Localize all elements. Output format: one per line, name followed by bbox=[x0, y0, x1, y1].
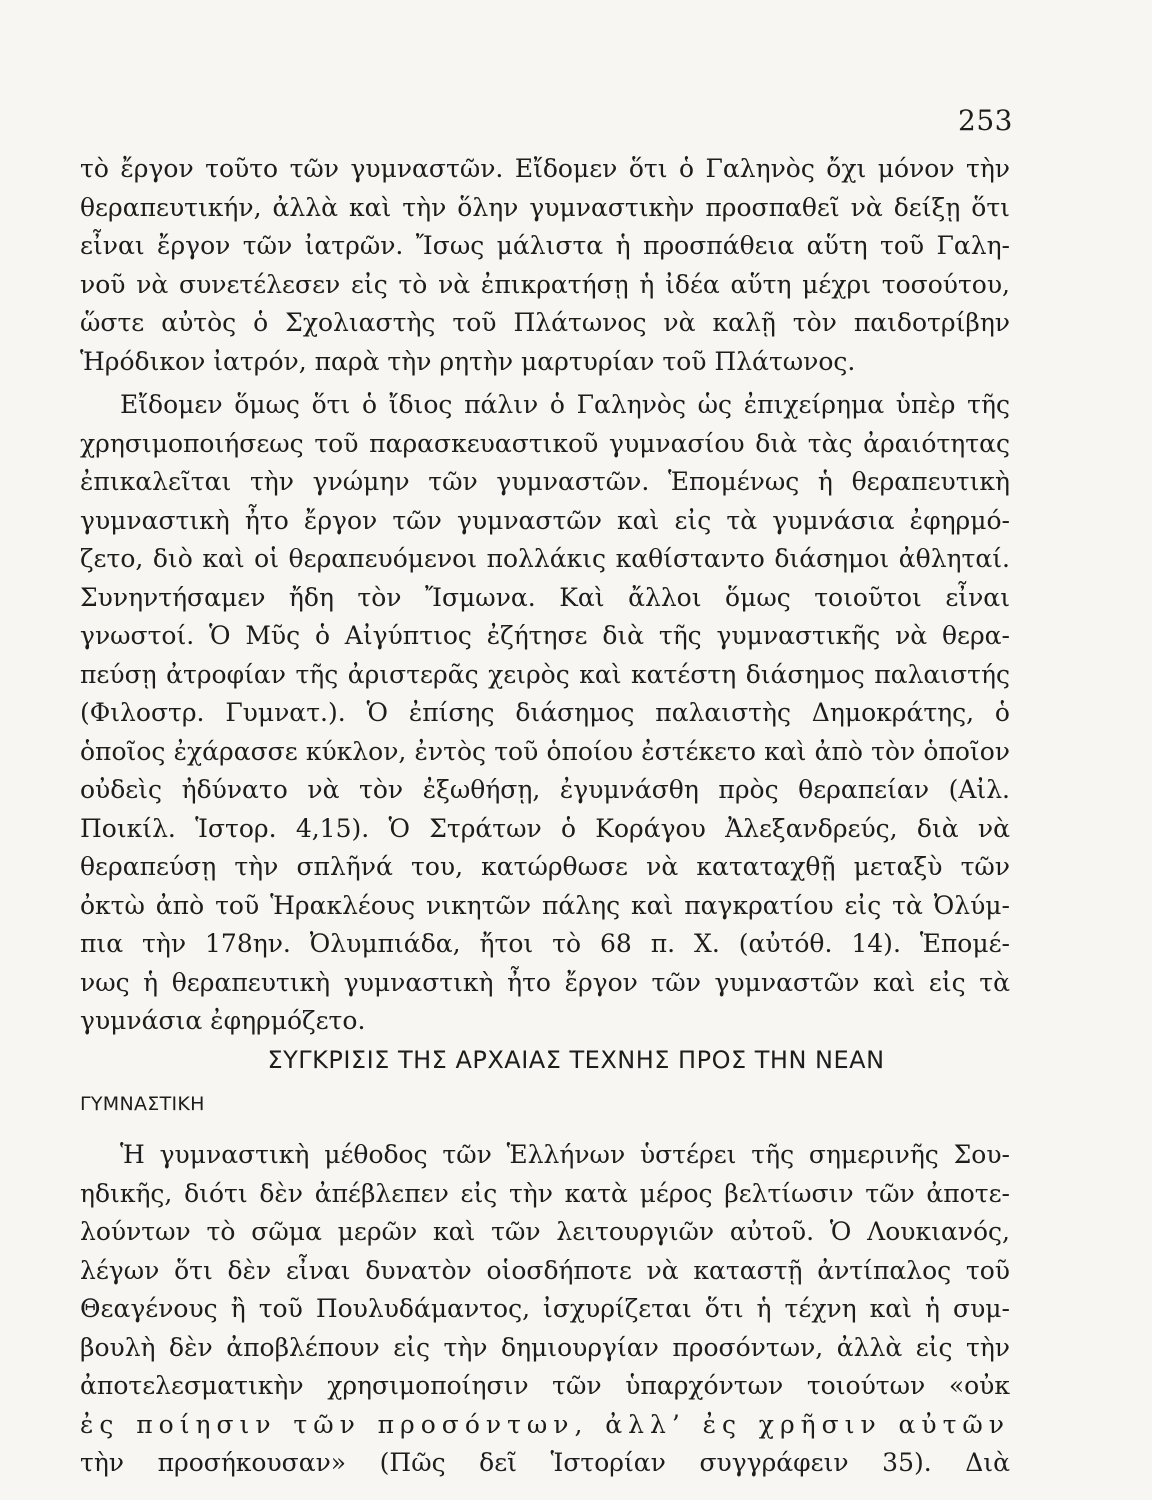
text-line: Θεαγένους ἢ τοῦ Πουλυδάμαντος, ἰσχυρίζεται ὅτι ἡ τέχνη καὶ ἡ συμ- bbox=[80, 1294, 1010, 1323]
text-line: ζετο, διὸ καὶ οἱ θεραπευόμενοι πολλάκις καθίσταντο διάσημοι ἀθληταί. bbox=[80, 544, 1010, 573]
text-line: γυμναστικὴ ἦτο ἔργον τῶν γυμναστῶν καὶ εἰς τὰ γυμνάσια ἐφηρμό- bbox=[80, 505, 1010, 535]
text-line: ὀκτὼ ἀπὸ τοῦ Ἡρακλέους νικητῶν πάλης καὶ παγκρατίου εἰς τὰ Ὀλύμ- bbox=[80, 890, 1010, 920]
text-line: Εἴδομεν ὅμως ὅτι ὁ ἴδιος πάλιν ὁ Γαληνὸς ὡς ἐπιχείρημα ὑπὲρ τῆς bbox=[120, 390, 1010, 419]
text-line: Ἡ γυμναστικὴ μέθοδος τῶν Ἑλλήνων ὑστέρει τῆς σημερινῆς Σου- bbox=[120, 1140, 1010, 1169]
text-line: χρησιμοποιήσεως τοῦ παρασκευαστικοῦ γυμνασίου διὰ τὰς ἀραιότητας bbox=[80, 428, 1010, 458]
text-line: λέγων ὅτι δὲν εἶναι δυνατὸν οἱοσδήποτε νὰ καταστῇ ἀντίπαλος τοῦ bbox=[80, 1255, 1010, 1285]
text-line: τὴν προσήκουσαν» (Πῶς δεῖ Ἱστορίαν συγγράφειν 35). Διὰ bbox=[80, 1448, 1010, 1477]
text-line: πεύσῃ ἀτροφίαν τῆς ἀριστερᾶς χειρὸς καὶ κατέστη διάσημος παλαιστής bbox=[80, 659, 1010, 689]
section-subheading: ΓΥΜΝΑΣΤΙΚΗ bbox=[80, 1093, 205, 1115]
text-line: ἐπικαλεῖται τὴν γνώμην τῶν γυμναστῶν. Ἑπομένως ἡ θεραπευτικὴ bbox=[80, 467, 1010, 496]
text-line: ὥστε αὐτὸς ὁ Σχολιαστὴς τοῦ Πλάτωνος νὰ καλῇ τὸν παιδοτρίβην bbox=[80, 308, 1010, 337]
text-line: γνωστοί. Ὁ Μῦς ὁ Αἰγύπτιος ἐζήτησε διὰ τῆς γυμναστικῆς νὰ θερα- bbox=[80, 621, 1010, 650]
text-line: ηδικῆς, διότι δὲν ἀπέβλεπεν εἰς τὴν κατὰ μέρος βελτίωσιν τῶν ἀποτε- bbox=[80, 1178, 1010, 1208]
text-line: οὐδεὶς ἠδύνατο νὰ τὸν ἐξωθήσῃ, ἐγυμνάσθη πρὸς θεραπείαν (Αἰλ. bbox=[80, 775, 1010, 804]
text-line: τὸ ἔργον τοῦτο τῶν γυμναστῶν. Εἴδομεν ὅτι ὁ Γαληνὸς ὄχι μόνον τὴν bbox=[80, 154, 1010, 183]
text-line: πια τὴν 178ην. Ὀλυμπιάδα, ἤτοι τὸ 68 π. Χ. (αὐτόθ. 14). Ἑπομέ- bbox=[80, 929, 1010, 958]
text-line: νως ἡ θεραπευτικὴ γυμναστικὴ ἦτο ἔργον τῶν γυμναστῶν καὶ εἰς τὰ bbox=[80, 967, 1010, 997]
text-line: (Φιλοστρ. Γυμνατ.). Ὁ ἐπίσης διάσημος παλαιστὴς Δημοκράτης, ὁ bbox=[80, 698, 1010, 727]
paragraph-3 bbox=[80, 1136, 1010, 1483]
text-line: Ἡρόδικον ἰατρόν, παρὰ τὴν ρητὴν μαρτυρίαν τοῦ Πλάτωνος. bbox=[80, 346, 856, 376]
text-line: βουλὴ δὲν ἀποβλέπουν εἰς τὴν δημιουργίαν προσόντων, ἀλλὰ εἰς τὴν bbox=[80, 1332, 1010, 1362]
page-number: 253 bbox=[958, 104, 1013, 137]
text-line: ὁποῖος ἐχάρασσε κύκλον, ἐντὸς τοῦ ὁποίου ἐστέκετο καὶ ἀπὸ τὸν ὁποῖον bbox=[80, 736, 1010, 766]
text-line: Συνηντήσαμεν ἤδη τὸν Ἴσμωνα. Καὶ ἄλλοι ὅμως τοιοῦτοι εἶναι bbox=[80, 582, 1010, 612]
text-line: νοῦ νὰ συνετέλεσεν εἰς τὸ νὰ ἐπικρατήσῃ ἡ ἰδέα αὕτη μέχρι τοσούτου, bbox=[80, 269, 1010, 299]
text-line: λούντων τὸ σῶμα μερῶν καὶ τῶν λειτουργιῶν αὐτοῦ. Ὁ Λουκιανός, bbox=[80, 1217, 1010, 1246]
text-line: θεραπευτικήν, ἀλλὰ καὶ τὴν ὅλην γυμναστικὴν προσπαθεῖ νὰ δείξῃ ὅτι bbox=[80, 192, 1010, 222]
paragraph-2 bbox=[80, 386, 1010, 1041]
text-line: θεραπεύσῃ τὴν σπλῆνά του, κατώρθωσε νὰ καταταχθῇ μεταξὺ τῶν bbox=[80, 852, 1010, 881]
paragraph-1 bbox=[80, 150, 1010, 381]
text-line: εἶναι ἔργον τῶν ἰατρῶν. Ἴσως μάλιστα ἡ προσπάθεια αὕτη τοῦ Γαλη- bbox=[80, 231, 1010, 260]
text-line: γυμνάσια ἐφηρμόζετο. bbox=[80, 1006, 366, 1035]
text-line: ἀποτελεσματικὴν χρησιμοποίησιν τῶν ὑπαρχόντων τοιούτων «οὐκ bbox=[80, 1371, 1010, 1400]
text-line: ἐς ποίησιν τῶν προσόντων, ἀλλ’ ἐς χρῆσιν αὐτῶν bbox=[80, 1409, 1010, 1439]
section-heading: ΣΥΓΚΡΙΣΙΣ ΤΗΣ ΑΡΧΑΙΑΣ ΤΕΧΝΗΣ ΠΡΟΣ ΤΗΝ ΝΕΑΝ bbox=[267, 1046, 885, 1074]
text-line: Ποικίλ. Ἱστορ. 4,15). Ὁ Στράτων ὁ Κοράγου Ἀλεξανδρεύς, διὰ νὰ bbox=[80, 813, 1010, 843]
